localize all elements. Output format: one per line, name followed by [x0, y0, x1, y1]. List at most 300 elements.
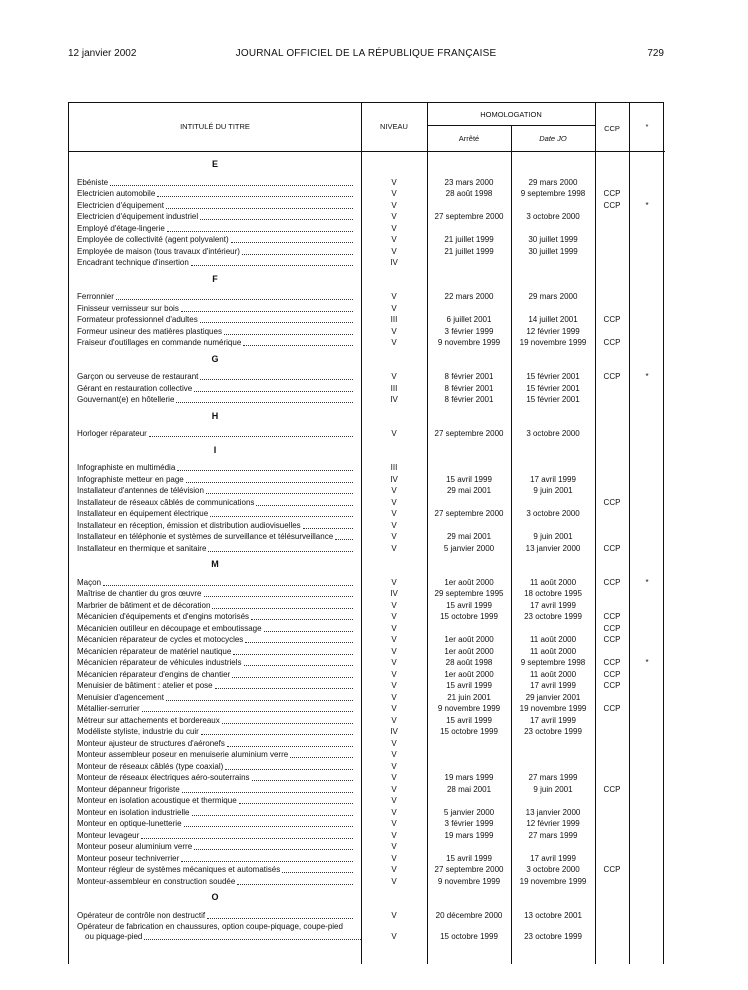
dotted-leader: [237, 876, 353, 885]
table-row: [69, 234, 665, 246]
row-label-text: Modéliste styliste, industrie du cuir: [77, 727, 199, 736]
table-row: [69, 841, 665, 853]
header-divider: [69, 151, 665, 152]
page-header: [68, 48, 664, 62]
dotted-leader: [184, 818, 353, 827]
row-date-jo: 13 octobre 2001: [524, 910, 582, 920]
row-niveau: III: [390, 383, 398, 393]
row-label-text: Installateur en réception, émission et distribution audiovisuelles: [77, 520, 301, 530]
table-row: [69, 864, 665, 876]
row-arrete: 5 janvier 2000: [443, 543, 495, 553]
table-row: [69, 474, 665, 486]
row-label: [77, 853, 353, 865]
page-number: 729: [647, 48, 664, 59]
row-arrete: 8 février 2001: [444, 383, 494, 393]
row-label-text: Installateur en thermique et sanitaire: [77, 543, 207, 553]
dotted-leader: [215, 680, 353, 689]
section-letter: G: [211, 353, 219, 364]
section-letter: I: [213, 444, 217, 455]
row-niveau: V: [391, 842, 397, 851]
row-niveau: IV: [390, 474, 398, 484]
header-arrete: Arrêté: [458, 134, 480, 143]
row-ccp: CCP: [603, 865, 621, 874]
table-row: [69, 520, 665, 532]
row-niveau: V: [391, 807, 397, 817]
row-date-jo: 19 novembre 1999: [519, 704, 587, 713]
dotted-leader: [181, 303, 353, 312]
row-label: [77, 761, 353, 773]
dotted-leader: [149, 428, 353, 437]
row-label-text: Encadrant technique d'insertion: [77, 258, 189, 267]
row-label-text: Opérateur de fabrication en chaussures, option coupe-piquage, coupe-pied: [77, 922, 343, 931]
row-date-jo: 9 juin 2001: [533, 784, 573, 794]
row-star: *: [645, 658, 649, 667]
row-label-text: Formateur professionnel d'adultes: [77, 315, 198, 324]
row-date-jo: 3 octobre 2000: [526, 865, 580, 874]
table-row: [69, 303, 665, 315]
row-label-text: Monteur en isolation industrielle: [77, 807, 190, 817]
table-row: [69, 257, 665, 269]
row-ccp: CCP: [603, 189, 621, 198]
row-date-jo: 17 avril 1999: [530, 715, 576, 725]
row-ccp: CCP: [603, 543, 621, 553]
row-label-text: Electricien d'équipement industriel: [77, 212, 199, 221]
row-ccp: CCP: [603, 338, 621, 347]
table-row: [69, 188, 665, 200]
row-label-text: Monteur dépanneur frigoriste: [77, 784, 180, 794]
row-ccp: CCP: [603, 612, 621, 621]
row-label-text: Mécanicien réparateur d'engins de chantier: [77, 669, 231, 679]
row-niveau: V: [391, 577, 397, 587]
row-niveau: IV: [390, 258, 398, 267]
row-date-jo: 17 avril 1999: [530, 474, 576, 484]
table-row: [69, 669, 665, 681]
row-label: [77, 749, 353, 761]
row-date-jo: 13 janvier 2000: [525, 807, 581, 817]
row-date-jo: 3 octobre 2000: [526, 212, 580, 221]
row-star: *: [645, 200, 649, 210]
row-arrete: 9 novembre 1999: [437, 704, 501, 713]
table-row: [69, 761, 665, 773]
dotted-leader: [200, 211, 353, 220]
row-date-jo: 18 octobre 1995: [524, 589, 582, 598]
row-niveau: V: [391, 223, 397, 233]
row-arrete: 19 mars 1999: [444, 773, 494, 782]
row-label: [77, 841, 353, 853]
row-arrete: 19 mars 1999: [444, 830, 494, 840]
row-ccp: CCP: [603, 577, 621, 587]
row-label: [77, 600, 353, 612]
row-date-jo: 3 octobre 2000: [526, 509, 580, 518]
row-label: [77, 772, 353, 784]
row-arrete: 15 octobre 1999: [440, 612, 498, 621]
row-date-jo: 23 octobre 1999: [524, 727, 582, 736]
table-row: [69, 223, 665, 235]
row-date-jo: 29 mars 2000: [528, 292, 578, 301]
row-date-jo: 13 janvier 2000: [525, 543, 581, 553]
row-arrete: 1er août 2000: [444, 577, 494, 587]
table-row: [69, 485, 665, 497]
row-label: [77, 795, 353, 807]
row-arrete: 15 avril 1999: [446, 681, 492, 690]
row-date-jo: 19 novembre 1999: [519, 338, 587, 347]
row-label-text: Infographiste en multimédia: [77, 463, 176, 472]
section-letter: F: [212, 273, 218, 284]
row-label-text: Monteur poseur aluminium verre: [77, 842, 193, 851]
row-label: [77, 497, 353, 509]
table-row: [69, 876, 665, 888]
row-arrete: 27 septembre 2000: [434, 865, 504, 874]
row-arrete: 23 mars 2000: [444, 177, 494, 187]
dotted-leader: [244, 657, 353, 666]
table-row: [69, 508, 665, 520]
row-niveau: V: [391, 326, 397, 336]
row-label-text: Employé d'étage-lingerie: [77, 223, 165, 233]
row-label-text: Monteur poseur techniverrier: [77, 853, 180, 863]
row-label: [77, 462, 353, 474]
row-niveau: V: [391, 623, 397, 633]
row-label-text: Monteur de réseaux câblés (type coaxial): [77, 761, 224, 771]
row-label: [77, 246, 353, 258]
row-niveau: V: [391, 761, 397, 771]
section-letter: O: [211, 892, 219, 902]
dotted-leader: [222, 715, 353, 724]
row-arrete: 3 février 1999: [444, 326, 494, 336]
row-label: [77, 703, 353, 715]
dotted-leader: [182, 784, 353, 793]
row-label-text: Employée de collectivité (agent polyvalent): [77, 235, 229, 244]
section-letter: M: [211, 559, 219, 569]
row-arrete: 15 avril 1999: [446, 715, 492, 725]
row-label-text: Fraiseur d'outillages en commande numérique: [77, 338, 242, 347]
dotted-leader: [181, 853, 353, 862]
row-niveau: V: [391, 246, 397, 256]
row-niveau: V: [391, 932, 397, 941]
row-niveau: V: [391, 532, 397, 541]
table-row: [69, 543, 665, 555]
row-arrete: 15 avril 1999: [446, 600, 492, 610]
dotted-leader: [166, 200, 353, 209]
dotted-leader: [201, 726, 353, 735]
row-ccp: CCP: [603, 681, 621, 690]
row-niveau: IV: [390, 395, 398, 404]
dotted-leader: [192, 807, 353, 816]
row-arrete: 20 décembre 2000: [435, 910, 503, 920]
row-label: [77, 543, 353, 555]
row-label-text: Ferronnier: [77, 292, 114, 301]
row-niveau: V: [391, 830, 397, 840]
dotted-leader: [251, 611, 353, 620]
row-label: [77, 485, 353, 497]
row-niveau: V: [391, 497, 397, 507]
table-row: [69, 211, 665, 223]
row-arrete: 27 septembre 2000: [434, 429, 504, 438]
table-row: [69, 428, 665, 440]
row-label: [77, 200, 353, 212]
section-letter: H: [211, 410, 219, 421]
row-label-text: Electricien d'équipement: [77, 200, 164, 210]
dotted-leader: [142, 703, 353, 712]
row-label-text: Métallier-serrurier: [77, 704, 140, 713]
table-row: [69, 623, 665, 635]
row-label-text: Monteur-assembleur en construction soudée: [77, 876, 236, 886]
dotted-leader: [264, 623, 353, 632]
table-row: [69, 931, 665, 943]
row-label-text: Monteur ajusteur de structures d'aéronefs: [77, 738, 225, 748]
row-label-text: Maîtrise de chantier du gros œuvre: [77, 589, 202, 598]
dotted-leader: [239, 795, 353, 804]
table-row: [69, 462, 665, 474]
table-row: [69, 772, 665, 784]
row-label-text: Monteur assembleur poseur en menuiserie aluminium verre: [77, 750, 289, 759]
row-label-text: Menuisier de bâtiment : atelier et pose: [77, 681, 213, 690]
row-label-text: Monteur de réseaux électriques aéro-souterrains: [77, 773, 250, 782]
dotted-leader: [208, 543, 353, 552]
dotted-leader: [110, 177, 353, 186]
dotted-leader: [243, 337, 353, 346]
row-arrete: 8 février 2001: [444, 372, 494, 381]
row-niveau: V: [391, 612, 397, 621]
table-row: [69, 910, 665, 922]
row-ccp: CCP: [603, 635, 621, 644]
dotted-leader: [200, 314, 353, 323]
table-row: [69, 749, 665, 761]
row-label-text: Employée de maison (tous travaux d'intérieur): [77, 246, 240, 256]
dotted-leader: [116, 291, 353, 300]
row-date-jo: 9 juin 2001: [533, 486, 573, 495]
table-row: [69, 371, 665, 383]
row-niveau: III: [390, 315, 398, 324]
row-label-text: Monteur en isolation acoustique et thermique: [77, 796, 237, 805]
row-label: [77, 234, 353, 246]
row-label-text: Opérateur de contrôle non destructif: [77, 910, 206, 920]
row-label-text: Installateur de réseaux câblés de communications: [77, 497, 255, 507]
row-label-text: Mécanicien d'équipements et d'engins motorisés: [77, 612, 250, 621]
row-date-jo: 14 juillet 2001: [528, 315, 578, 324]
row-niveau: V: [391, 681, 397, 690]
row-label: [77, 864, 353, 876]
row-niveau: V: [391, 692, 397, 702]
table-row: [69, 795, 665, 807]
row-niveau: V: [391, 177, 397, 187]
row-date-jo: 27 mars 1999: [528, 830, 578, 840]
row-arrete: 15 avril 1999: [446, 853, 492, 863]
row-niveau: V: [391, 910, 397, 920]
row-ccp: CCP: [603, 497, 621, 507]
row-niveau: V: [391, 486, 397, 495]
row-niveau: V: [391, 865, 397, 874]
row-label-text: Monteur régleur de systèmes mécaniques et automatisés: [77, 865, 281, 874]
row-niveau: V: [391, 876, 397, 886]
row-niveau: V: [391, 520, 397, 530]
row-arrete: 1er août 2000: [444, 635, 494, 644]
row-arrete: 15 avril 1999: [446, 474, 492, 484]
table-row: [69, 200, 665, 212]
row-niveau: V: [391, 338, 397, 347]
dotted-leader: [212, 600, 353, 609]
row-label: [85, 931, 361, 943]
row-niveau: V: [391, 200, 397, 210]
row-arrete: 21 juillet 1999: [444, 246, 494, 256]
row-arrete: 21 juin 2001: [447, 692, 491, 702]
row-niveau: V: [391, 303, 397, 313]
row-date-jo: 12 février 1999: [526, 326, 580, 336]
row-label: [77, 211, 353, 223]
row-niveau: V: [391, 646, 397, 656]
dotted-leader: [225, 761, 353, 770]
dotted-leader: [194, 841, 353, 850]
row-niveau: V: [391, 372, 397, 381]
row-date-jo: 15 février 2001: [526, 395, 580, 404]
row-niveau: V: [391, 212, 397, 221]
row-label: [77, 876, 353, 888]
row-label: [77, 669, 353, 681]
row-arrete: 27 septembre 2000: [434, 212, 504, 221]
row-niveau: V: [391, 600, 397, 610]
row-label: [77, 577, 353, 589]
row-label-text: Finisseur vernisseur sur bois: [77, 303, 179, 313]
titles-table: [68, 102, 664, 964]
row-ccp: CCP: [603, 784, 621, 794]
row-ccp: CCP: [603, 315, 621, 324]
table-row: [69, 657, 665, 669]
row-date-jo: 17 avril 1999: [530, 681, 576, 690]
row-ccp: CCP: [603, 669, 621, 679]
row-date-jo: 9 septembre 1998: [520, 658, 586, 667]
row-label-text: Menuisier d'agencement: [77, 692, 164, 702]
row-ccp: CCP: [603, 200, 621, 210]
row-label-text: Maçon: [77, 577, 102, 587]
row-date-jo: 11 août 2000: [529, 646, 577, 656]
row-label-text: Mécanicien réparateur de matériel nautique: [77, 646, 232, 656]
row-arrete: 1er août 2000: [444, 669, 494, 679]
row-label: [77, 371, 353, 383]
table-row: [69, 680, 665, 692]
row-date-jo: 11 août 2000: [529, 577, 577, 587]
row-niveau: V: [391, 635, 397, 644]
row-label: [77, 428, 353, 440]
row-arrete: 6 juillet 2001: [446, 315, 492, 324]
row-date-jo: 15 février 2001: [526, 372, 580, 381]
row-label: [77, 291, 353, 303]
header-date-jo: Date JO: [539, 134, 567, 143]
table-row: [69, 646, 665, 658]
dotted-leader: [206, 485, 353, 494]
row-date-jo: 11 août 2000: [529, 669, 577, 679]
dotted-leader: [200, 371, 353, 380]
dotted-leader: [227, 738, 353, 747]
row-label: [77, 474, 353, 486]
dotted-leader: [157, 188, 353, 197]
dotted-leader: [186, 474, 353, 483]
header-homologation: HOMOLOGATION: [480, 110, 542, 119]
dotted-leader: [256, 497, 353, 506]
table-row: [69, 600, 665, 612]
table-row: [69, 337, 665, 349]
row-ccp: CCP: [603, 658, 621, 667]
row-ccp: CCP: [603, 372, 621, 381]
dotted-leader: [242, 246, 353, 255]
row-label: [77, 531, 353, 543]
table-row: [69, 531, 665, 543]
row-arrete: 29 mai 2001: [446, 486, 492, 495]
row-label: [77, 680, 353, 692]
row-date-jo: 12 février 1999: [526, 819, 580, 828]
row-label-text: Mécanicien réparateur de cycles et motocycles: [77, 635, 244, 644]
table-row: [69, 291, 665, 303]
table-row: [69, 853, 665, 865]
header-intitule: INTITULÉ DU TITRE: [180, 122, 250, 131]
header-title: JOURNAL OFFICIEL DE LA RÉPUBLIQUE FRANÇAISE: [235, 48, 497, 59]
row-label: [77, 738, 353, 750]
row-label: [77, 657, 353, 669]
dotted-leader: [204, 588, 354, 597]
row-arrete: 29 mai 2001: [446, 532, 492, 541]
row-niveau: V: [391, 704, 397, 713]
row-date-jo: 29 janvier 2001: [525, 692, 581, 702]
row-date-jo: 9 septembre 1998: [520, 189, 586, 198]
row-star: *: [645, 372, 649, 381]
row-label-text: Electricien automobile: [77, 189, 156, 198]
row-label: [77, 646, 353, 658]
row-label: [77, 257, 353, 269]
dotted-leader: [103, 577, 353, 586]
row-niveau: V: [391, 853, 397, 863]
table-row: [69, 715, 665, 727]
dotted-leader: [144, 931, 361, 940]
row-label: [77, 611, 353, 623]
row-niveau: V: [391, 543, 397, 553]
table-row: [69, 726, 665, 738]
row-niveau: V: [391, 658, 397, 667]
dotted-leader: [224, 326, 353, 335]
row-date-jo: 3 octobre 2000: [526, 429, 580, 438]
row-arrete: 9 novembre 1999: [437, 338, 501, 347]
row-arrete: 15 octobre 1999: [440, 727, 498, 736]
table-row: [69, 177, 665, 189]
dotted-leader: [232, 669, 353, 678]
table-row: [69, 738, 665, 750]
row-date-jo: 17 avril 1999: [530, 853, 576, 863]
header-star: *: [645, 122, 649, 131]
row-label-text: Formeur usineur des matières plastiques: [77, 326, 222, 336]
row-label: [77, 715, 353, 727]
row-niveau: IV: [390, 727, 398, 736]
row-arrete: 8 février 2001: [444, 395, 494, 404]
row-label: [77, 326, 353, 338]
table-row: [69, 314, 665, 326]
table-row: [69, 830, 665, 842]
table-row: [69, 807, 665, 819]
row-label: [77, 726, 353, 738]
row-niveau: V: [391, 796, 397, 805]
dotted-leader: [210, 508, 353, 517]
table-row: [69, 703, 665, 715]
table-row: [69, 394, 665, 406]
dotted-leader: [207, 910, 353, 919]
row-label: [77, 303, 353, 315]
row-niveau: V: [391, 235, 397, 244]
row-label-text: Installateur en équipement électrique: [77, 509, 209, 518]
row-label-text: ou piquage-pied: [85, 932, 143, 941]
row-arrete: 27 septembre 2000: [434, 509, 504, 518]
row-label: [77, 508, 353, 520]
table-row: [69, 497, 665, 509]
dotted-leader: [176, 394, 353, 403]
row-arrete: 15 octobre 1999: [440, 932, 498, 941]
row-label: [77, 383, 353, 395]
row-label-text: Installateur en téléphonie et systèmes de surveillance et télésurveillance: [77, 532, 334, 541]
